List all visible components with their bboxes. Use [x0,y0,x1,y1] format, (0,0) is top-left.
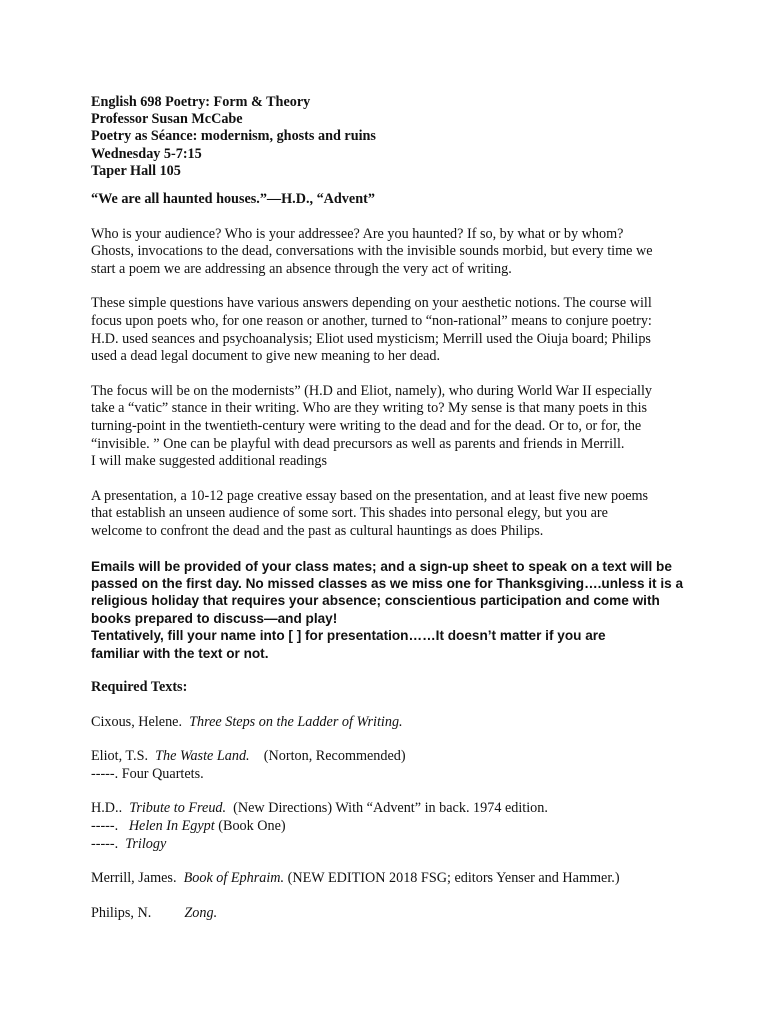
text-entry-eliot [91,748,710,766]
paragraph-assignments [91,488,710,541]
paragraph-line: Ghosts, invocations to the dead, conversations with the invisible sounds morbid, but every time we [91,243,653,260]
paragraph-line: “invisible. ” One can be playful with dead precursors as well as parents and friends in Merrill. [91,435,625,452]
text-entry-merrill [91,870,710,888]
text-ditto: -----. [91,817,119,834]
text-title: The Waste Land. [155,748,250,765]
requirements-line: passed on the first day. No missed classes as we miss one for Thanksgiving….unless it is a [91,575,684,591]
requirements-line: Tentatively, fill your name into [ ] for presentation……It doesn’t matter if you are [91,628,606,644]
course-header [91,94,710,180]
paragraph-line: H.D. used seances and psychoanalysis; Eliot used mysticism; Merrill used the Oiuja board; Philips [91,330,651,347]
professor-name: Professor Susan McCabe [91,111,243,128]
text-entry-hd-3 [91,836,710,854]
paragraph-line: that establish an unseen audience of some sort. This shades into personal elegy, but you are [91,505,608,522]
requirements-line: books prepared to discuss—and play! [91,610,338,626]
text-ditto: -----. [91,835,119,852]
required-texts-heading: Required Texts: [91,678,188,695]
text-entry-philips [91,905,710,923]
text-author: Philips, N. [91,904,152,921]
requirements-line: Emails will be provided of your class mates; and a sign-up sheet to speak on a text will be [91,558,672,574]
paragraph-line: take a “vatic” stance in their writing. Who are they writing to? My sense is that many poets in this [91,400,648,417]
text-author: Eliot, T.S. [91,748,149,765]
requirements-line: familiar with the text or not. [91,645,269,661]
text-note: (Book One) [218,817,286,834]
paragraph-line: turning-point in the twentieth-century were writing to the dead and for the dead. Or to, or for, the [91,417,642,434]
text-note: (Norton, Recommended) [263,748,406,765]
meeting-room: Taper Hall 105 [91,162,181,179]
paragraph-line: welcome to confront the dead and the past as cultural hauntings as does Philips. [91,522,544,539]
text-note: (NEW EDITION 2018 FSG; editors Yenser and Hammer.) [287,870,620,887]
paragraph-line: I will make suggested additional readings [91,453,328,470]
text-title: Book of Ephraim. [183,870,285,887]
text-entry-eliot-2: -----. Four Quartets. [91,765,204,782]
text-author: Merrill, James. [91,870,177,887]
course-topic: Poetry as Séance: modernism, ghosts and ruins [91,128,376,145]
paragraph-questions [91,295,710,365]
paragraph-focus [91,383,710,471]
text-author: H.D.. [91,800,123,817]
text-entry-hd [91,800,710,818]
paragraph-line: A presentation, a 10-12 page creative essay based on the presentation, and at least five new poems [91,487,649,504]
paragraph-line: start a poem we are addressing an absence through the very act of writing. [91,260,512,277]
paragraph-audience [91,226,710,279]
course-title: English 698 Poetry: Form & Theory [91,94,311,110]
text-title: Three Steps on the Ladder of Writing. [189,713,403,730]
requirements-block [91,558,710,662]
text-entry-hd-2 [91,818,710,836]
paragraph-line: The focus will be on the modernists” (H.D and Eliot, namely), who during World War II especially [91,382,653,399]
text-title: Zong. [184,904,218,921]
text-note: (New Directions) With “Advent” in back. 1974 edition. [233,800,548,817]
text-author: Cixous, Helene. [91,713,183,730]
paragraph-line: Who is your audience? Who is your addressee? Are you haunted? If so, by what or by whom? [91,225,624,242]
epigraph: “We are all haunted houses.”—H.D., “Advent” [91,191,375,208]
text-title: Helen In Egypt [128,817,215,834]
text-title: Trilogy [125,835,167,852]
text-title: Tribute to Freud. [129,800,227,817]
paragraph-line: used a dead legal document to give new meaning to her dead. [91,348,441,365]
text-entry-cixous [91,714,710,732]
meeting-time: Wednesday 5-7:15 [91,145,202,162]
paragraph-line: These simple questions have various answers depending on your aesthetic notions. The course will [91,295,652,312]
requirements-line: religious holiday that requires your absence; conscientious participation and come with [91,593,660,609]
paragraph-line: focus upon poets who, for one reason or another, turned to “non-rational” means to conjure poetry: [91,312,652,329]
